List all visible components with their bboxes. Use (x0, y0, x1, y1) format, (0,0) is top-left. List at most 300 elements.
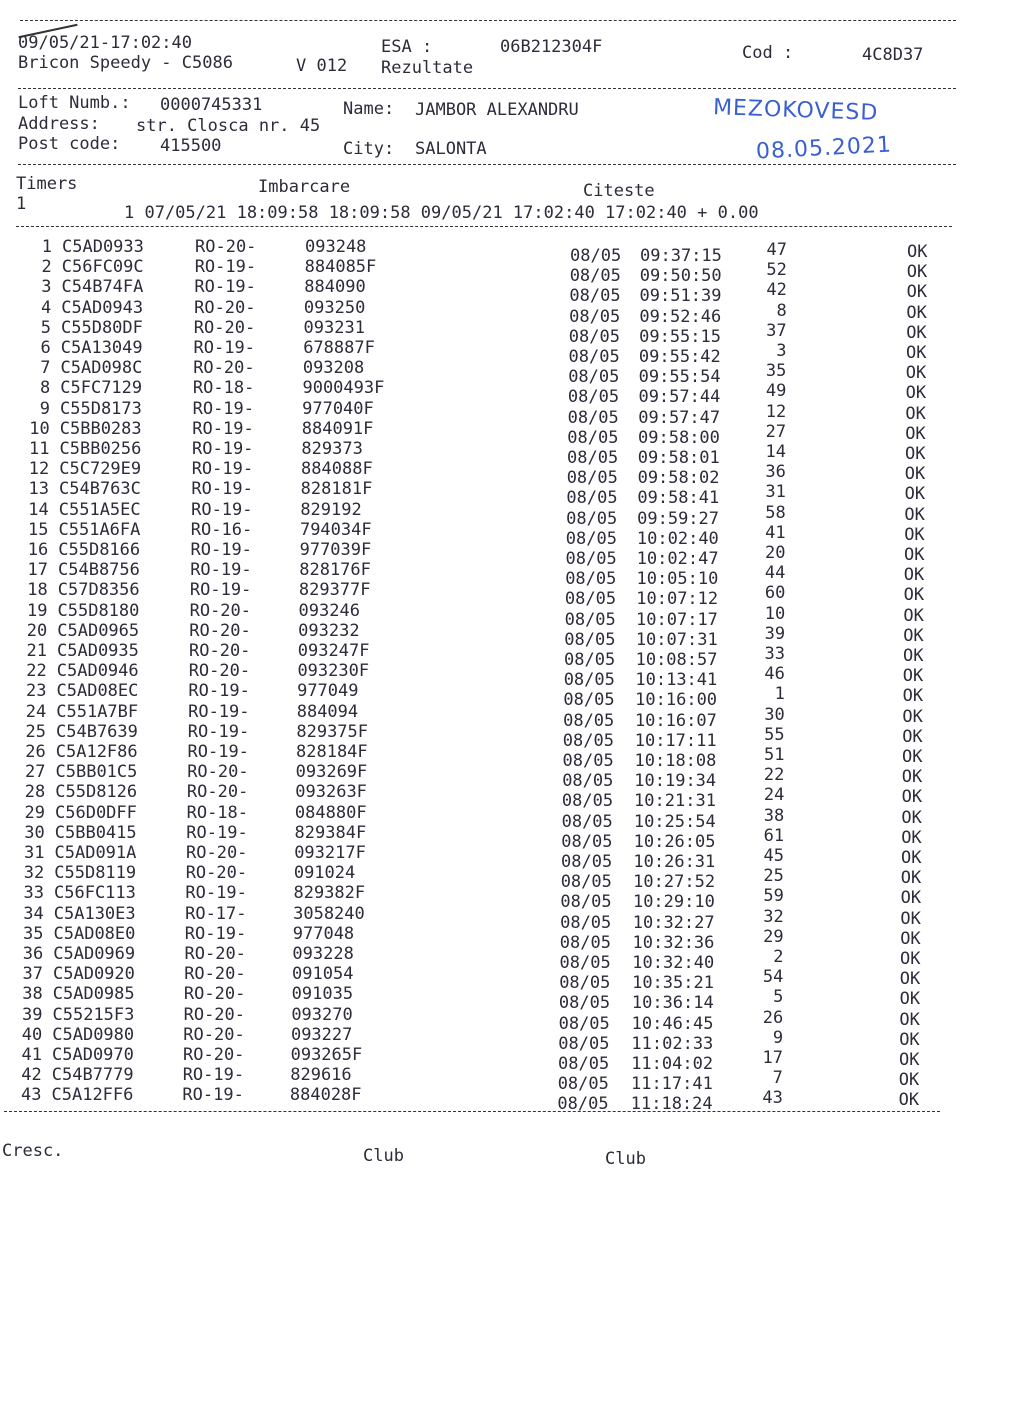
position: 41 (765, 522, 786, 543)
row-index: 11 (29, 439, 50, 459)
position: 55 (764, 724, 785, 745)
loft-number: 0000745331 (160, 95, 263, 115)
ring-number: 093250 (303, 297, 366, 318)
ring-number: 093230F (297, 661, 370, 682)
arrival-time: 11:17:41 (630, 1074, 713, 1095)
row-index: 28 (24, 782, 46, 803)
row-index: 2 (41, 257, 52, 278)
address-value: str. Closca nr. 45 (136, 116, 321, 136)
arrival-date: 08/05 (563, 710, 615, 731)
status: OK (904, 504, 925, 525)
status: OK (904, 464, 926, 485)
ring-number: 884090 (304, 277, 366, 298)
status: OK (900, 949, 921, 969)
ring-prefix: RO-19- (185, 883, 247, 904)
arrival-time: 09:55:15 (639, 326, 721, 347)
arrival-date: 08/05 (557, 1074, 609, 1095)
arrival-date: 08/05 (569, 306, 621, 327)
row-index: 4 (41, 297, 52, 318)
position: 9 (772, 1027, 784, 1048)
position: 46 (764, 664, 785, 685)
chip-id: C5AD0933 (62, 237, 144, 257)
status: OK (905, 383, 927, 404)
arrival-date: 08/05 (564, 629, 616, 650)
ring-number: 084880F (294, 802, 367, 823)
row-index: 35 (23, 923, 44, 944)
row-index: 25 (25, 721, 46, 742)
status: OK (906, 322, 927, 343)
table-row (0, 721, 1000, 751)
status: OK (904, 484, 926, 505)
status: OK (906, 262, 928, 283)
row-index: 36 (22, 944, 44, 964)
ring-prefix: RO-19- (191, 479, 253, 500)
row-index: 5 (40, 317, 51, 338)
position: 38 (763, 805, 785, 826)
row-index: 17 (27, 560, 48, 581)
separator-timers (16, 226, 952, 227)
arrival-date: 08/05 (570, 246, 622, 266)
status: OK (904, 545, 925, 565)
arrival-date: 08/05 (558, 1013, 610, 1034)
position: 27 (765, 421, 787, 442)
arrival-time: 10:25:54 (633, 811, 716, 832)
row-index: 9 (39, 398, 50, 419)
chip-id: C5A130E3 (53, 903, 136, 924)
status: OK (900, 888, 922, 909)
position: 32 (763, 906, 784, 927)
table-row (0, 681, 1000, 711)
ring-prefix: RO-20- (183, 984, 246, 1005)
row-index: 8 (40, 378, 51, 399)
separator-bottom (4, 1111, 940, 1112)
row-index: 16 (27, 540, 49, 560)
ring-prefix: RO-20- (183, 1045, 245, 1065)
arrival-time: 10:32:36 (632, 932, 715, 953)
esa-label: ESA : (381, 37, 433, 57)
arrival-date: 08/05 (557, 1094, 609, 1115)
chip-id: C57D8356 (57, 580, 140, 601)
ring-prefix: RO-19- (192, 398, 255, 419)
ring-prefix: RO-19- (194, 257, 257, 278)
arrival-time: 10:07:31 (635, 629, 718, 650)
table-row (0, 863, 1000, 893)
chip-id: C55D8166 (58, 540, 141, 560)
ring-number: 093227 (290, 1024, 353, 1045)
ring-prefix: RO-19- (191, 499, 253, 520)
ring-number: 091054 (292, 964, 354, 985)
ring-number: 829373 (301, 439, 363, 459)
arrival-time: 10:21:31 (634, 791, 716, 812)
chip-id: C5AD0970 (52, 1045, 134, 1065)
ring-prefix: RO-19- (188, 701, 250, 722)
position: 42 (766, 280, 787, 301)
table-row (0, 964, 1000, 994)
ring-number: 977039F (299, 540, 372, 560)
ring-number: 828176F (299, 560, 371, 581)
status: OK (901, 827, 922, 848)
arrival-date: 08/05 (563, 670, 615, 691)
status: OK (907, 242, 928, 262)
ring-prefix: RO-20- (183, 1024, 245, 1045)
table-row (0, 479, 1000, 509)
arrival-time: 09:37:15 (640, 246, 722, 266)
ring-number: 829377F (298, 580, 371, 601)
chip-id: C55D80DF (61, 317, 143, 338)
table-row (0, 560, 1000, 590)
ring-number: 093208 (302, 358, 365, 379)
name-label: Name: (343, 99, 395, 119)
table-row (0, 782, 1000, 812)
arrival-time: 09:57:47 (638, 407, 721, 428)
status: OK (903, 565, 925, 586)
arrival-time: 10:16:07 (634, 710, 717, 731)
arrival-time: 09:58:02 (637, 468, 720, 489)
row-index: 32 (23, 863, 45, 884)
ring-number: 093217F (294, 843, 366, 863)
ring-number: 093232 (298, 620, 360, 641)
post-code-label: Post code: (18, 134, 121, 154)
chip-id: C5AD0980 (52, 1024, 135, 1045)
arrival-time: 09:58:00 (638, 427, 720, 448)
position: 36 (765, 462, 786, 483)
chip-id: C5A13049 (60, 338, 143, 358)
club-label-1: Club (363, 1146, 404, 1166)
status: OK (906, 343, 927, 363)
esa-value: 06B212304F (500, 37, 603, 57)
ring-prefix: RO-20- (185, 863, 248, 884)
table-row (0, 237, 1000, 266)
chip-id: C5BB0283 (59, 418, 142, 439)
post-code-value: 415500 (160, 136, 222, 156)
chip-id: C56D0DFF (55, 802, 137, 823)
row-index: 42 (21, 1065, 42, 1086)
arrival-time: 09:55:54 (638, 367, 721, 388)
ring-prefix: RO-19- (194, 277, 256, 298)
chip-id: C54B74FA (61, 277, 144, 298)
arrival-date: 08/05 (568, 326, 620, 347)
row-index: 18 (27, 580, 48, 601)
table-row (0, 600, 1000, 630)
timers-label: Timers (16, 174, 78, 194)
status: OK (898, 1070, 920, 1091)
ring-number: 829375F (296, 721, 369, 742)
ring-number: 093263F (295, 782, 367, 803)
table-row (0, 338, 1000, 367)
table-row (0, 984, 1000, 1014)
arrival-date: 08/05 (561, 852, 613, 872)
status: OK (900, 928, 921, 949)
status: OK (903, 605, 924, 626)
table-row (0, 519, 1000, 549)
arrival-time: 10:17:11 (634, 730, 717, 751)
arrival-date: 08/05 (569, 286, 621, 307)
position: 59 (763, 886, 784, 907)
table-row (0, 277, 1000, 307)
chip-id: C5AD0943 (61, 297, 144, 318)
arrival-date: 08/05 (562, 730, 614, 751)
arrival-time: 09:58:01 (637, 448, 720, 468)
arrival-date: 08/05 (567, 427, 619, 448)
arrival-date: 08/05 (567, 448, 619, 468)
ring-prefix: RO-19- (184, 923, 247, 944)
table-row (0, 661, 1000, 691)
arrival-date: 08/05 (568, 347, 620, 367)
position: 52 (766, 260, 787, 281)
position: 14 (765, 442, 786, 462)
status: OK (905, 423, 926, 444)
handwritten-place: MEZOKOVESD (712, 95, 879, 126)
arrival-date: 08/05 (564, 589, 617, 610)
version: V 012 (296, 56, 348, 76)
status: OK (903, 585, 925, 606)
ring-prefix: RO-20- (187, 762, 249, 783)
position: 24 (763, 785, 785, 806)
arrival-date: 08/05 (560, 912, 612, 933)
table-row (0, 1004, 1000, 1034)
loft-label: Loft Numb.: (18, 93, 131, 113)
ring-prefix: RO-19- (182, 1065, 245, 1086)
row-index: 23 (26, 681, 47, 702)
ring-number: 093247F (297, 641, 370, 661)
ring-number: 829192 (300, 499, 362, 520)
ring-number: 884088F (301, 459, 373, 480)
ring-prefix: RO-20- (188, 661, 251, 682)
ring-prefix: RO-19- (193, 338, 255, 358)
position: 61 (763, 825, 785, 846)
ring-prefix: RO-20- (193, 317, 256, 338)
arrival-date: 08/05 (561, 811, 613, 832)
table-row (0, 499, 1000, 529)
position: 30 (764, 704, 785, 725)
ring-number: 9000493F (302, 378, 385, 399)
status: OK (901, 807, 922, 828)
position: 37 (766, 320, 787, 341)
ring-prefix: RO-20- (186, 843, 248, 863)
ring-prefix: RO-19- (187, 742, 249, 762)
ring-prefix: RO-20- (195, 237, 257, 257)
row-index: 37 (22, 964, 43, 985)
status: OK (904, 524, 925, 545)
row-index: 29 (24, 802, 45, 823)
address-label: Address: (18, 114, 100, 134)
status: OK (906, 302, 927, 323)
cod-value: 4C8D37 (862, 45, 924, 65)
arrival-date: 08/05 (561, 791, 614, 812)
city-label: City: (343, 139, 395, 159)
row-index: 26 (25, 742, 46, 762)
arrival-time: 09:51:39 (639, 286, 722, 307)
arrival-time: 10:27:52 (633, 872, 716, 893)
row-index: 33 (23, 883, 44, 904)
chip-id: C5AD0985 (52, 984, 135, 1005)
position: 49 (765, 381, 787, 402)
chip-id: C56FC113 (54, 883, 136, 904)
arrival-time: 09:58:41 (637, 488, 720, 509)
ring-prefix: RO-20- (184, 964, 246, 985)
arrival-time: 10:19:34 (634, 771, 717, 792)
arrival-time: 10:08:57 (635, 650, 718, 670)
row-index: 38 (22, 984, 43, 1005)
ring-prefix: RO-19- (192, 439, 254, 459)
row-index: 10 (29, 418, 50, 439)
arrival-time: 10:16:00 (635, 690, 718, 711)
status: OK (899, 969, 921, 990)
table-row (0, 580, 1000, 610)
table-row (0, 903, 1000, 933)
ring-prefix: RO-19- (191, 459, 254, 480)
ring-prefix: RO-20- (189, 600, 252, 621)
ring-prefix: RO-19- (190, 560, 252, 581)
imbarcare-label: Imbarcare (258, 177, 351, 197)
arrival-date: 08/05 (558, 1033, 610, 1054)
arrival-time: 10:05:10 (636, 569, 719, 590)
arrival-time: 09:59:27 (637, 508, 720, 529)
arrival-date: 08/05 (565, 569, 617, 590)
ring-number: 093248 (305, 237, 367, 257)
ring-prefix: RO-20- (193, 358, 255, 379)
row-index: 14 (28, 499, 49, 520)
ring-number: 829616 (290, 1065, 352, 1086)
chip-id: C54B8756 (58, 560, 140, 581)
table-row (0, 317, 1000, 347)
ring-prefix: RO-18- (192, 378, 255, 399)
arrival-time: 10:32:27 (632, 912, 715, 933)
status: OK (902, 666, 924, 687)
arrival-date: 08/05 (565, 549, 617, 569)
arrival-time: 10:26:31 (633, 852, 716, 872)
chip-id: C5BB0256 (59, 439, 142, 459)
position: 17 (762, 1048, 783, 1068)
ring-prefix: RO-19- (192, 418, 254, 439)
status: OK (906, 282, 928, 303)
ring-number: 091035 (291, 984, 354, 1005)
ring-number: 829384F (294, 822, 367, 843)
arrival-date: 08/05 (561, 831, 613, 852)
arrival-time: 09:52:46 (639, 306, 722, 327)
status: OK (899, 1050, 920, 1070)
ring-number: 828181F (300, 479, 373, 500)
ring-number: 829382F (293, 883, 366, 904)
position: 25 (763, 866, 784, 887)
chip-id: C5AD08EC (56, 681, 139, 702)
ring-prefix: RO-19- (189, 580, 252, 601)
status: OK (905, 403, 926, 424)
ring-number: 093228 (292, 944, 354, 964)
citeste-label: Citeste (583, 181, 655, 201)
ring-prefix: RO-20- (184, 944, 246, 964)
city-value: SALONTA (415, 139, 487, 159)
row-index: 31 (24, 843, 45, 863)
table-row (0, 641, 1000, 670)
table-row (0, 802, 1000, 832)
ring-number: 884085F (304, 257, 377, 278)
chip-id: C5AD0935 (57, 641, 139, 661)
chip-id: C5AD098C (60, 358, 143, 379)
table-row (0, 297, 1000, 327)
position: 47 (766, 240, 787, 260)
position: 22 (763, 765, 785, 786)
chip-id: C5AD0969 (53, 944, 136, 964)
arrival-date: 08/05 (562, 751, 614, 771)
row-index: 15 (28, 519, 49, 540)
position: 33 (764, 644, 785, 664)
table-row (0, 883, 1000, 913)
chip-id: C5BB0415 (54, 822, 137, 843)
ring-number: 884091F (301, 418, 374, 439)
arrival-date: 08/05 (559, 953, 611, 973)
arrival-date: 08/05 (566, 468, 618, 489)
status: OK (902, 706, 923, 727)
arrival-date: 08/05 (566, 508, 618, 529)
ring-prefix: RO-20- (189, 620, 251, 641)
position: 31 (765, 482, 786, 503)
chip-id: C55D8119 (54, 863, 137, 884)
row-index: 6 (40, 338, 51, 358)
arrival-date: 08/05 (562, 771, 614, 792)
status: OK (901, 787, 923, 808)
separator-owner (18, 164, 956, 165)
arrival-date: 08/05 (567, 387, 620, 408)
chip-id: C5AD08E0 (53, 923, 136, 944)
arrival-time: 11:04:02 (631, 1054, 714, 1074)
position: 12 (765, 401, 787, 422)
row-index: 24 (25, 701, 47, 722)
position: 29 (763, 926, 784, 947)
chip-id: C5AD0946 (56, 661, 139, 682)
row-index: 20 (26, 620, 48, 641)
row-index: 34 (23, 903, 44, 924)
position: 1 (774, 684, 785, 705)
table-row (0, 1085, 1000, 1115)
ring-number: 093231 (303, 317, 365, 338)
ring-number: 977049 (297, 681, 359, 702)
table-row (0, 257, 1000, 287)
status: OK (905, 444, 926, 464)
position: 7 (772, 1068, 783, 1089)
chip-id: C5A12F86 (55, 742, 138, 762)
status: OK (901, 848, 922, 868)
arrival-date: 08/05 (559, 973, 611, 994)
table-row (0, 439, 1000, 468)
arrival-time: 11:18:24 (630, 1094, 713, 1115)
position: 39 (764, 623, 786, 644)
ring-number: 884028F (289, 1085, 362, 1106)
separator-header (18, 88, 956, 89)
ring-prefix: RO-19- (182, 1085, 244, 1106)
arrival-time: 11:02:33 (631, 1033, 714, 1054)
chip-id: C54B7779 (51, 1065, 134, 1086)
ring-prefix: RO-19- (190, 540, 252, 560)
status: OK (899, 989, 921, 1010)
arrival-time: 10:18:08 (634, 751, 717, 771)
table-row (0, 701, 1000, 731)
ring-number: 977048 (292, 923, 355, 944)
ring-prefix: RO-19- (186, 822, 248, 843)
arrival-date: 08/05 (564, 609, 616, 630)
ring-number: 093265F (290, 1045, 363, 1065)
arrival-time: 10:07:17 (636, 609, 718, 630)
table-row (0, 418, 1000, 448)
chip-id: C5FC7129 (60, 378, 143, 399)
ring-prefix: RO-18- (186, 802, 249, 823)
position: 26 (762, 1007, 784, 1028)
status: OK (900, 908, 921, 929)
arrival-date: 08/05 (565, 528, 617, 549)
table-row (0, 1065, 1000, 1095)
ring-prefix: RO-20- (189, 641, 251, 661)
chip-id: C551A7BF (56, 701, 139, 722)
